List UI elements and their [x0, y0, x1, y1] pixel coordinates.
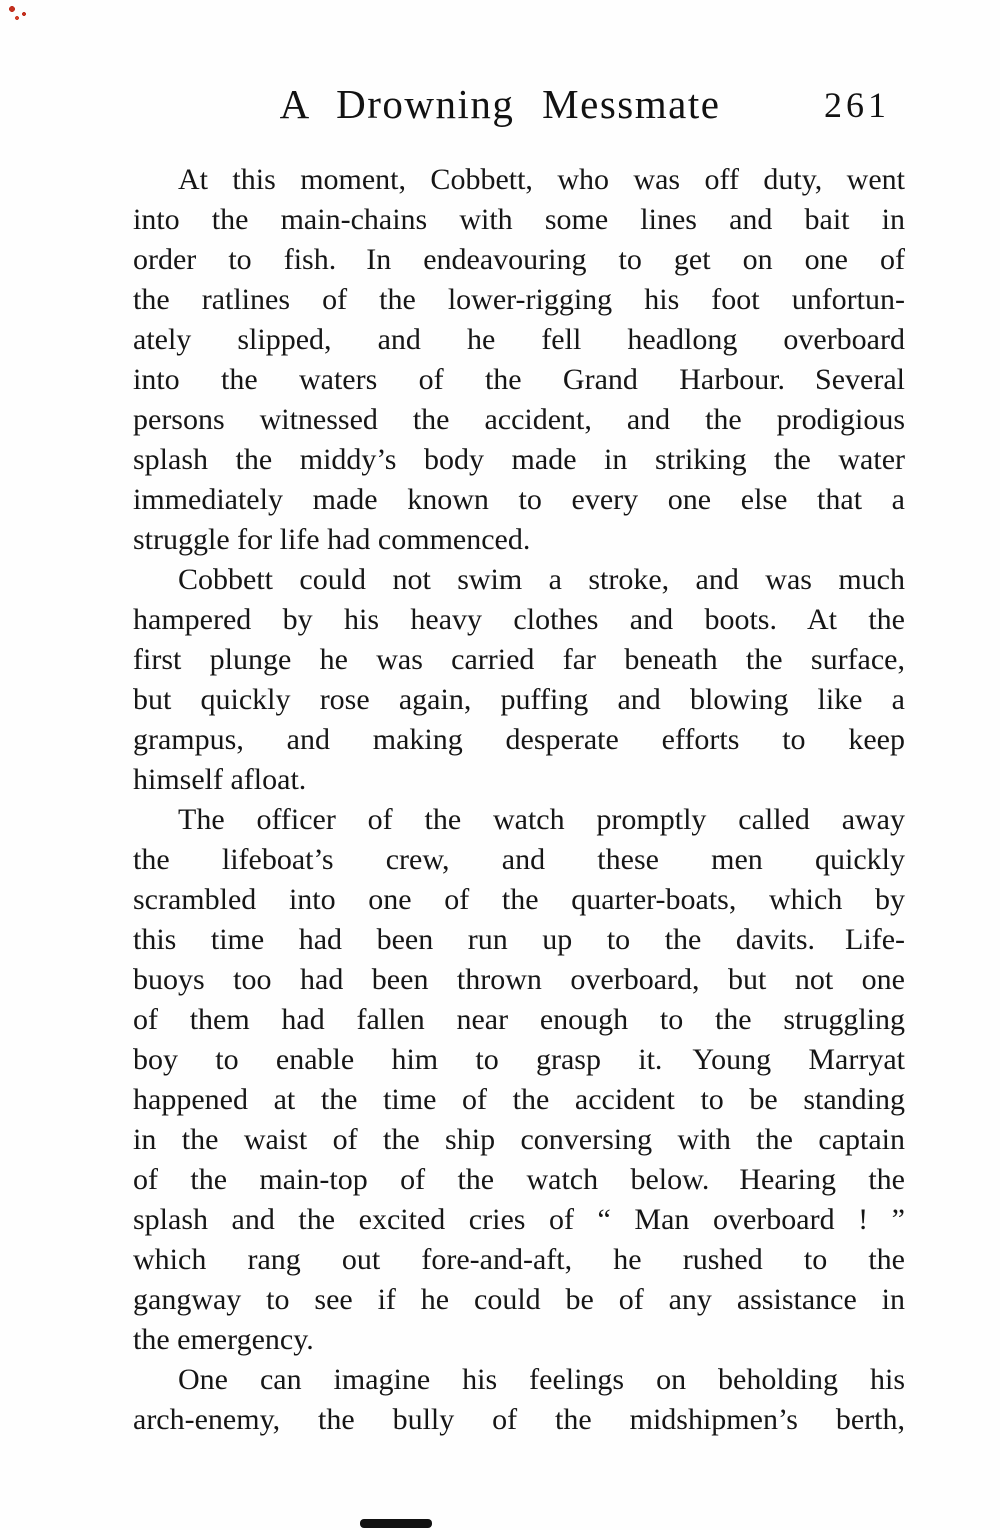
text-line: into the waters of the Grand Harbour. Several — [133, 363, 905, 396]
text-line: himself afloat. — [133, 763, 307, 796]
text-line: buoys too had been thrown overboard, but not one — [133, 963, 905, 996]
text-line: of them had fallen near enough to the struggling — [133, 1003, 905, 1036]
text-line: which rang out fore-and-aft, he rushed to the — [133, 1243, 905, 1276]
paragraph — [133, 160, 905, 560]
text-line: At this moment, Cobbett, who was off duty, went — [178, 163, 905, 196]
text-line: Cobbett could not swim a stroke, and was much — [178, 563, 905, 596]
text-line: but quickly rose again, puffing and blowing like a — [133, 683, 905, 716]
text-line: the lifeboat’s crew, and these men quickly — [133, 843, 905, 876]
text-line: boy to enable him to grasp it. Young Marryat — [133, 1043, 905, 1076]
text-line: scrambled into one of the quarter-boats, which by — [133, 883, 905, 916]
text-line: splash and the excited cries of “ Man overboard ! ” — [133, 1203, 905, 1236]
text-line: into the main-chains with some lines and bait in — [133, 203, 905, 236]
text-line: of the main-top of the watch below. Hearing the — [133, 1163, 905, 1196]
text-line: splash the middy’s body made in striking the water — [133, 443, 905, 476]
text-line: One can imagine his feelings on beholding his — [178, 1363, 905, 1396]
text-line: struggle for life had commenced. — [133, 523, 531, 556]
text-line: happened at the time of the accident to be standing — [133, 1083, 905, 1116]
text-line: persons witnessed the accident, and the prodigious — [133, 403, 905, 436]
text-line: this time had been run up to the davits. Life- — [133, 923, 905, 956]
scan-artifact-black — [360, 1519, 432, 1528]
text-line: gangway to see if he could be of any assistance in — [133, 1283, 905, 1316]
paragraph — [133, 800, 905, 1360]
text-line: first plunge he was carried far beneath the surface, — [133, 643, 905, 676]
text-line: grampus, and making desperate efforts to keep — [133, 723, 905, 756]
text-line: order to fish. In endeavouring to get on one of — [133, 243, 905, 276]
paragraph — [133, 1360, 905, 1440]
paragraph — [133, 560, 905, 800]
text-line: ately slipped, and he fell headlong overboard — [133, 323, 905, 356]
page-header — [0, 80, 1000, 136]
scan-artifact-red — [6, 4, 32, 22]
text-line: the ratlines of the lower-rigging his foot unfortun- — [133, 283, 905, 316]
text-block — [133, 160, 905, 1440]
page-title: A Drowning Messmate — [279, 81, 721, 127]
text-line: hampered by his heavy clothes and boots. At the — [133, 603, 905, 636]
page-number: 261 — [824, 85, 890, 125]
text-line: immediately made known to every one else that a — [133, 483, 905, 516]
text-line: arch-enemy, the bully of the midshipmen’s berth, — [133, 1403, 905, 1436]
text-line: in the waist of the ship conversing with the captain — [133, 1123, 905, 1156]
text-line: The officer of the watch promptly called away — [178, 803, 905, 836]
text-line: the emergency. — [133, 1323, 314, 1356]
